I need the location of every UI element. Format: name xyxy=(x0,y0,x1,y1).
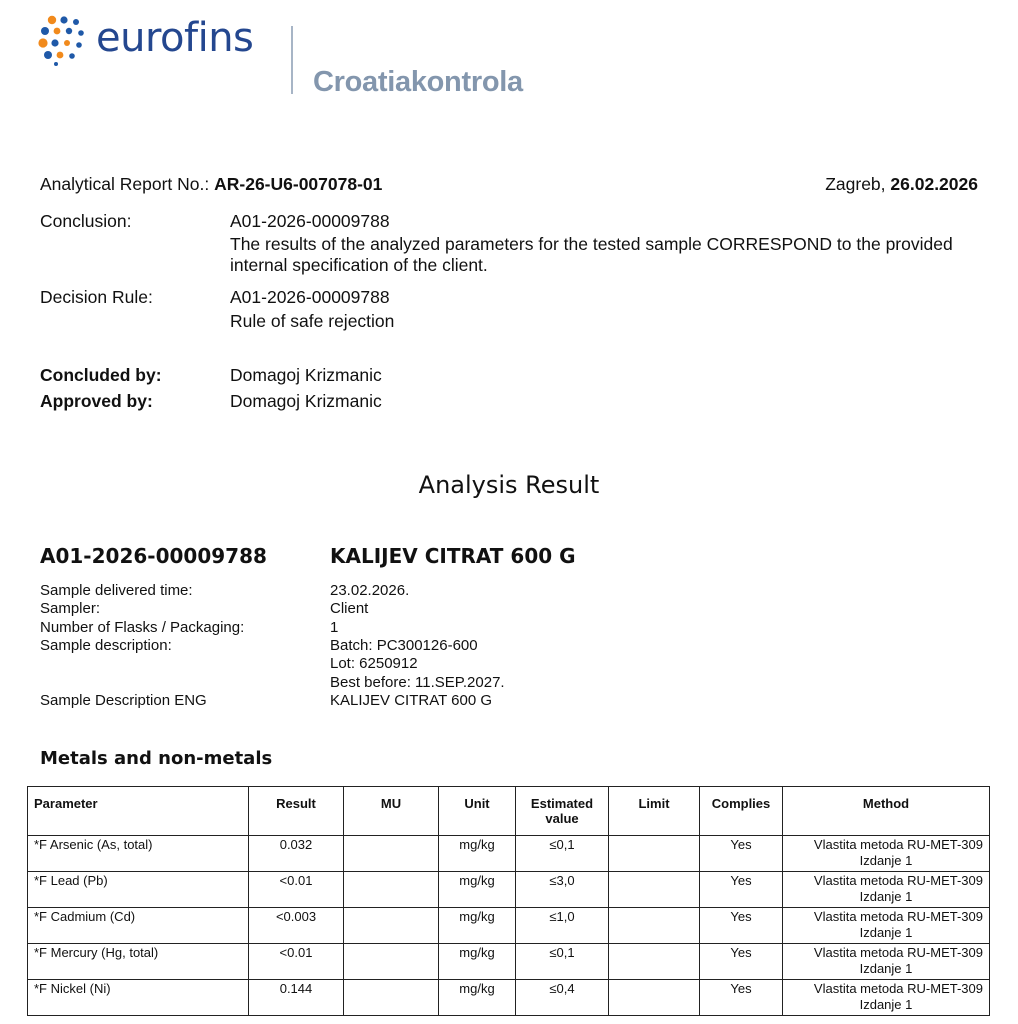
parameter-cell: *F Lead (Pb) xyxy=(28,872,249,908)
table-row xyxy=(28,944,990,980)
complies-cell: Yes xyxy=(700,836,783,872)
unit-cell: mg/kg xyxy=(439,980,516,1016)
sample-field-label: Sample delivered time: xyxy=(40,582,193,599)
eurofins-logo-mark xyxy=(38,14,90,66)
concluded-by-name: Domagoj Krizmanic xyxy=(230,365,382,385)
complies-cell: Yes xyxy=(700,908,783,944)
method-edition: Izdanje 1 xyxy=(859,925,913,940)
method-cell xyxy=(783,908,990,944)
result-cell: <0.003 xyxy=(249,908,344,944)
results-table xyxy=(27,786,990,1016)
method-name: Vlastita metoda RU-MET-309 xyxy=(813,909,983,924)
estimated-value-cell: ≤0,1 xyxy=(516,836,609,872)
report-place: Zagreb, xyxy=(825,174,891,194)
sample-field-value: Best before: 11.SEP.2027. xyxy=(330,674,505,691)
complies-cell: Yes xyxy=(700,944,783,980)
sample-id: A01-2026-00009788 xyxy=(40,544,267,568)
result-cell: <0.01 xyxy=(249,872,344,908)
limit-cell xyxy=(609,944,700,980)
result-cell: 0.144 xyxy=(249,980,344,1016)
method-edition: Izdanje 1 xyxy=(859,853,913,868)
column-header: Result xyxy=(249,787,344,836)
approved-by-label: Approved by: xyxy=(40,391,153,411)
method-edition: Izdanje 1 xyxy=(859,961,913,976)
report-number-label: Analytical Report No.: xyxy=(40,174,215,194)
sample-field-label: Sample Description ENG xyxy=(40,692,207,709)
mu-cell xyxy=(344,980,439,1016)
method-name: Vlastita metoda RU-MET-309 xyxy=(813,945,983,960)
parameter-cell: *F Mercury (Hg, total) xyxy=(28,944,249,980)
method-cell xyxy=(783,836,990,872)
method-name: Vlastita metoda RU-MET-309 xyxy=(813,981,983,996)
column-header: Estimated value xyxy=(516,787,609,836)
report-date: 26.02.2026 xyxy=(890,174,978,194)
sample-field-value: Batch: PC300126-600 xyxy=(330,637,478,654)
report-number: AR-26-U6-007078-01 xyxy=(214,174,383,194)
parameter-cell: *F Nickel (Ni) xyxy=(28,980,249,1016)
logo-subbrand-text: Croatiakontrola xyxy=(313,66,523,98)
table-row xyxy=(28,836,990,872)
limit-cell xyxy=(609,980,700,1016)
column-header: Complies xyxy=(700,787,783,836)
decision-rule-label: Decision Rule: xyxy=(40,287,153,307)
sample-field-label: Sample description: xyxy=(40,637,172,654)
column-header: MU xyxy=(344,787,439,836)
column-header: Parameter xyxy=(28,787,249,836)
sample-field-value: KALIJEV CITRAT 600 G xyxy=(330,692,493,709)
complies-cell: Yes xyxy=(700,980,783,1016)
column-header: Limit xyxy=(609,787,700,836)
unit-cell: mg/kg xyxy=(439,836,516,872)
method-cell xyxy=(783,980,990,1016)
approved-by-name: Domagoj Krizmanic xyxy=(230,391,382,411)
sample-name: KALIJEV CITRAT 600 G xyxy=(330,544,576,568)
decision-rule-ref: A01-2026-00009788 xyxy=(230,287,390,307)
estimated-value-cell: ≤1,0 xyxy=(516,908,609,944)
parameter-cell: *F Arsenic (As, total) xyxy=(28,836,249,872)
mu-cell xyxy=(344,908,439,944)
method-cell xyxy=(783,872,990,908)
unit-cell: mg/kg xyxy=(439,872,516,908)
decision-rule-text: Rule of safe rejection xyxy=(230,311,395,331)
method-name: Vlastita metoda RU-MET-309 xyxy=(813,837,983,852)
conclusion-text: The results of the analyzed parameters for the tested sample CORRESPOND to the provided internal specification of the client. xyxy=(230,234,953,275)
method-name: Vlastita metoda RU-MET-309 xyxy=(813,873,983,888)
sample-field-value: Client xyxy=(330,600,369,617)
method-edition: Izdanje 1 xyxy=(859,889,913,904)
unit-cell: mg/kg xyxy=(439,944,516,980)
section-title: Analysis Result xyxy=(418,471,600,499)
report-place-date xyxy=(825,174,978,195)
mu-cell xyxy=(344,836,439,872)
estimated-value-cell: ≤0,1 xyxy=(516,944,609,980)
concluded-by-label: Concluded by: xyxy=(40,365,162,385)
table-row xyxy=(28,908,990,944)
mu-cell xyxy=(344,944,439,980)
sample-field-value: 23.02.2026. xyxy=(330,582,410,599)
unit-cell: mg/kg xyxy=(439,908,516,944)
logo-divider xyxy=(291,26,293,94)
conclusion-label: Conclusion: xyxy=(40,211,132,231)
result-cell: <0.01 xyxy=(249,944,344,980)
estimated-value-cell: ≤0,4 xyxy=(516,980,609,1016)
conclusion-ref: A01-2026-00009788 xyxy=(230,211,390,231)
parameter-cell: *F Cadmium (Cd) xyxy=(28,908,249,944)
complies-cell: Yes xyxy=(700,872,783,908)
report-number-line xyxy=(40,174,382,195)
column-header: Method xyxy=(783,787,990,836)
logo-brand-text: eurofins xyxy=(96,15,254,61)
table-row xyxy=(28,980,990,1016)
metals-section-title: Metals and non-metals xyxy=(40,748,273,769)
limit-cell xyxy=(609,908,700,944)
table-header-row xyxy=(28,787,990,836)
sample-field-value: Lot: 6250912 xyxy=(330,655,418,672)
estimated-value-cell: ≤3,0 xyxy=(516,872,609,908)
table-row xyxy=(28,872,990,908)
sample-field-label: Sampler: xyxy=(40,600,101,617)
sample-field-value: 1 xyxy=(330,619,339,636)
method-cell xyxy=(783,944,990,980)
result-cell: 0.032 xyxy=(249,836,344,872)
limit-cell xyxy=(609,836,700,872)
column-header: Unit xyxy=(439,787,516,836)
limit-cell xyxy=(609,872,700,908)
mu-cell xyxy=(344,872,439,908)
method-edition: Izdanje 1 xyxy=(859,997,913,1012)
sample-field-label: Number of Flasks / Packaging: xyxy=(40,619,245,636)
